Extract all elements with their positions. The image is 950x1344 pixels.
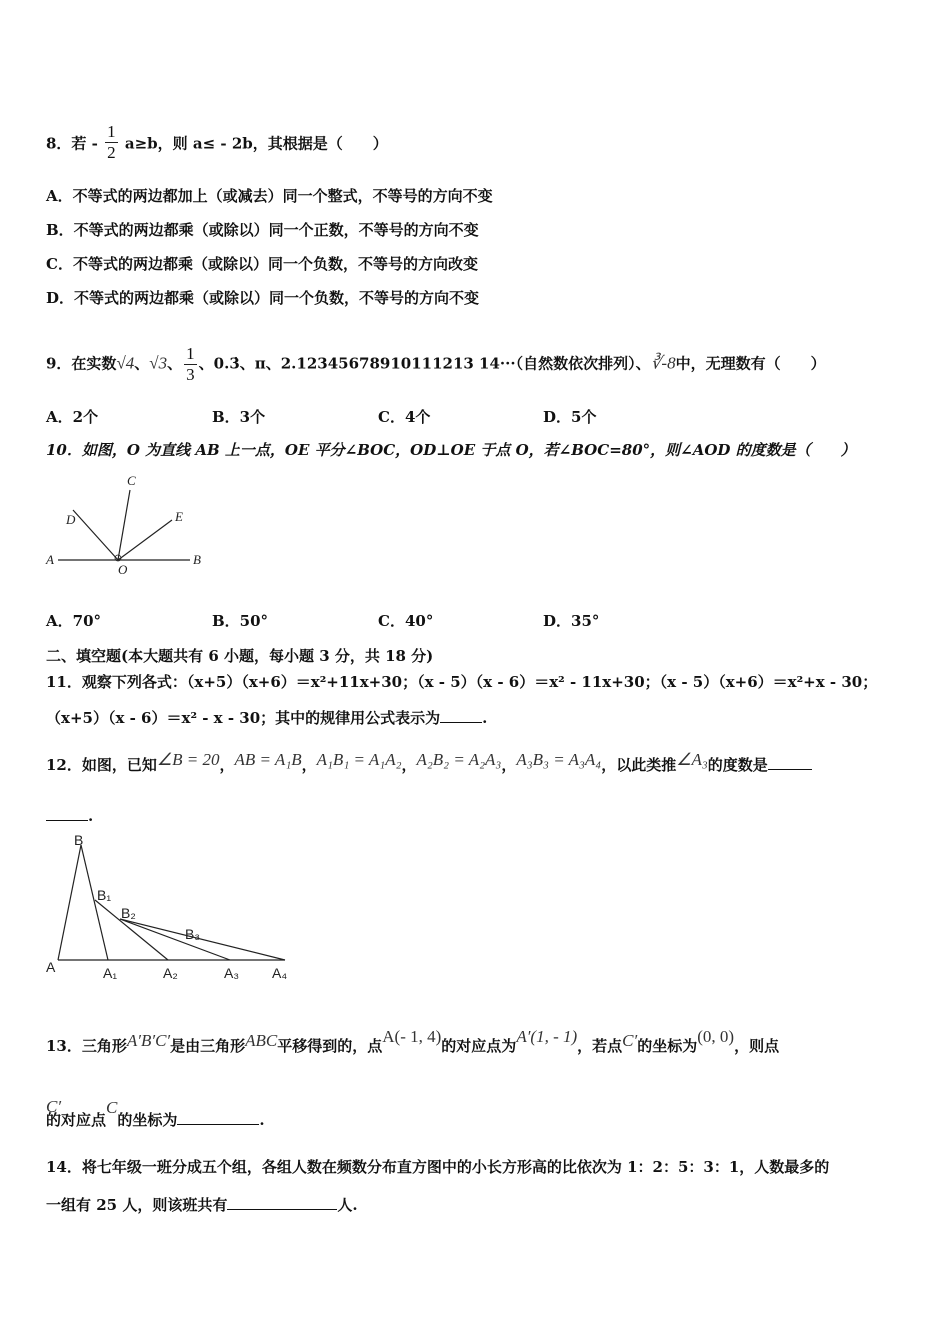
q10-option-a: A．70° bbox=[46, 612, 102, 630]
ray-od bbox=[73, 510, 118, 560]
label-b: B bbox=[193, 552, 201, 567]
q10-option-b: B．50° bbox=[212, 612, 269, 630]
q9-option-b: B．3个 bbox=[212, 408, 266, 426]
q8-stem: 8．若 - $\frac{1}{2}$ a≥b，则 a≤ - 2b，其根据是（ ） bbox=[46, 122, 388, 162]
label-o: O bbox=[118, 562, 128, 577]
segment-b2a4 bbox=[120, 919, 285, 960]
ray-oe bbox=[118, 520, 172, 560]
label-a: A bbox=[46, 552, 54, 567]
label-d: D bbox=[66, 512, 76, 527]
q8-option-b: B．不等式的两边都乘（或除以）同一个正数，不等号的方向不变 bbox=[46, 221, 479, 239]
q8-option-c: C．不等式的两边都乘（或除以）同一个负数，不等号的方向改变 bbox=[46, 255, 478, 273]
q9-option-d: D．5个 bbox=[543, 408, 597, 426]
section-heading: 二、填空题(本大题共有 6 小题，每小题 3 分，共 18 分) bbox=[46, 647, 434, 665]
ray-oc bbox=[118, 490, 130, 560]
q13-answer-blank[interactable] bbox=[177, 1110, 259, 1125]
q10-stem: 10．如图，O 为直线 AB 上一点，OE 平分∠BOC，OD⊥OE 于点 O，若∠BOC=80°，则∠AOD 的度数是（ ） bbox=[46, 441, 856, 459]
q11-line2: （x+5）（x - 6）＝x² - x - 30；其中的规律用公式表示为 . bbox=[46, 709, 488, 727]
q9-option-c: C．4个 bbox=[378, 408, 431, 426]
q14-line1: 14．将七年级一班分成五个组，各组人数在频数分布直方图中的小长方形高的比依次为 1：2：5：3：1，人数最多的 bbox=[46, 1158, 830, 1176]
q9-fraction: $\frac{1}{3}$ bbox=[186, 344, 195, 384]
q8-option-d: D．不等式的两边都乘（或除以）同一个负数，不等号的方向不变 bbox=[46, 289, 480, 307]
q12-stem: 12．如图，已知∠B = 20，AB = A₁B，A₁B₁ = A₁A₂，A₂B₂ = A₂A₃，A₃B₃ = A₃A₄，以此类推∠A₃的度数是 bbox=[46, 755, 812, 775]
q14-line2: 一组有 25 人，则该班共有 人. bbox=[46, 1196, 358, 1214]
label-b2: B₂ bbox=[121, 905, 136, 921]
label-c: C bbox=[127, 473, 136, 488]
label-b: B bbox=[74, 832, 84, 848]
q12-line2: . bbox=[46, 806, 93, 826]
q12-figure bbox=[40, 832, 300, 985]
q13-stem: 13．三角形A′B′C′是由三角形ABC平移得到的，点A(- 1, 4)的对应点为A′(1, - 1)，若点C′的坐标为(0, 0)，则点 bbox=[46, 1027, 780, 1055]
label-a2: A₂ bbox=[163, 965, 178, 981]
q10-figure bbox=[40, 470, 220, 585]
q12-answer-blank-2[interactable] bbox=[46, 806, 88, 821]
q13-line2-c-prime: C′ bbox=[46, 1097, 62, 1116]
label-a3: A₃ bbox=[224, 965, 240, 981]
q8-option-a: A．不等式的两边都加上（或减去）同一个整式，不等号的方向不变 bbox=[46, 187, 493, 205]
label-a: A bbox=[46, 959, 56, 975]
label-b3: B₃ bbox=[185, 926, 201, 942]
q14-answer-blank[interactable] bbox=[227, 1195, 337, 1210]
q11-answer-blank[interactable] bbox=[440, 708, 482, 723]
q12-answer-blank-1[interactable] bbox=[768, 755, 812, 770]
label-e: E bbox=[175, 509, 183, 524]
segment-b2a3 bbox=[120, 919, 230, 960]
label-a1: A₁ bbox=[103, 965, 118, 981]
q10-option-c: C．40° bbox=[378, 612, 434, 630]
q13-line2: 的对应点C的坐标为 . bbox=[46, 1098, 265, 1129]
label-a4: A₄ bbox=[272, 965, 288, 981]
q9-option-a: A．2个 bbox=[46, 408, 99, 426]
q9-stem: 9．在实数√4、√3、 $\frac{1}{3}$ 、0.3̇、π、2.12345678910111213 14···（自然数依次排列）、∛-8中，无理数有（ ） bbox=[46, 344, 826, 384]
label-b1: B₁ bbox=[97, 887, 112, 903]
segment-ab bbox=[58, 845, 81, 960]
q8-fraction: $\frac{1}{2}$ bbox=[107, 122, 116, 162]
q10-option-d: D．35° bbox=[543, 612, 600, 630]
q11-line1: 11．观察下列各式：（x+5）（x+6）＝x²+11x+30；（x - 5）（x - 6）＝x² - 11x+30；（x - 5）（x+6）＝x²+x - 30； bbox=[46, 673, 878, 691]
